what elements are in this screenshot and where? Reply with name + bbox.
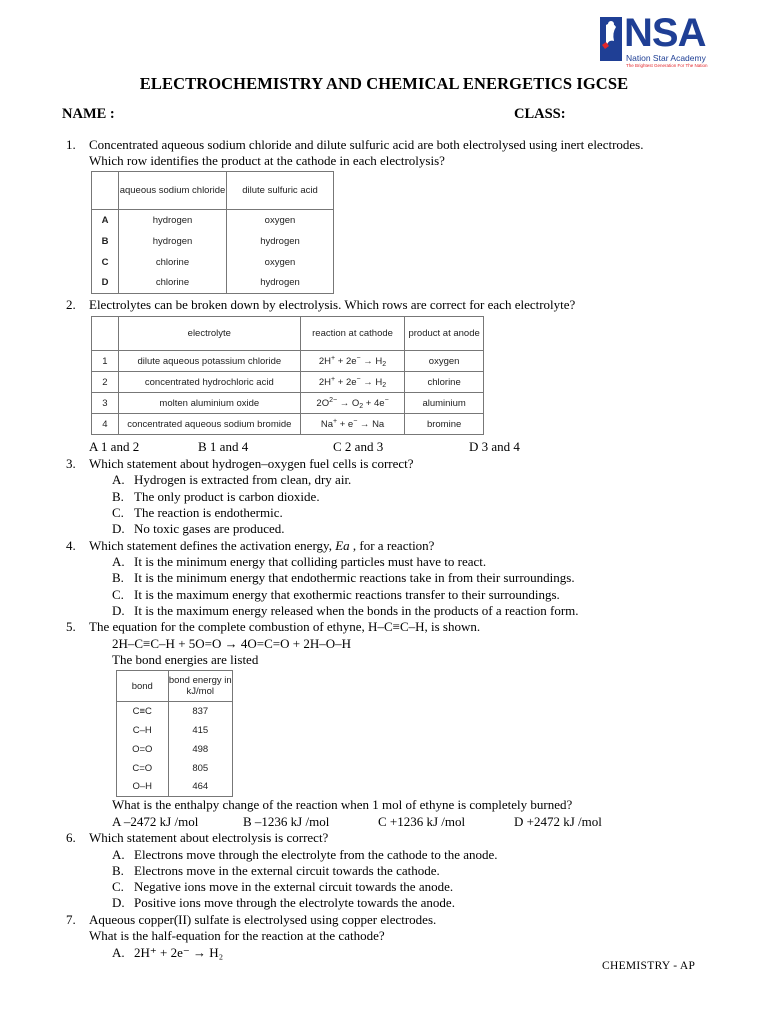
table-row: [117, 778, 233, 797]
question-text: What is the enthalpy change of the reaction when 1 mol of ethyne is completely burned?: [112, 797, 573, 812]
option-letter: D.: [112, 603, 125, 618]
table-cell: 837: [168, 702, 232, 721]
question-text: The equation for the complete combustion of ethyne, H–C≡C–H, is shown.: [89, 619, 481, 634]
table-row: [117, 721, 233, 740]
logo-tagline: The Brightest Generation For The Nation: [626, 63, 708, 68]
option-c: It is the maximum energy that exothermic reactions transfer to their surroundings.: [134, 587, 560, 602]
table-cell: A: [92, 210, 119, 231]
nsa-logo: [598, 11, 728, 71]
question-text: Which row identifies the product at the cathode in each electrolysis?: [89, 153, 445, 168]
question-text: Concentrated aqueous sodium chloride and dilute sulfuric acid are both electrolysed using inert electrodes.: [89, 137, 644, 152]
table-row: [92, 393, 484, 414]
table-cell: 415: [168, 721, 232, 740]
option-letter: B.: [112, 863, 124, 878]
table-row: [92, 210, 334, 231]
question-text: What is the half-equation for the reaction at the cathode?: [89, 928, 385, 943]
question-text-part: Which statement defines the activation energy,: [89, 538, 332, 553]
answer-table: [91, 171, 334, 294]
table-cell: dilute aqueous potassium chloride: [118, 351, 300, 372]
question-text: [89, 538, 434, 554]
name-label: NAME :: [62, 106, 115, 122]
option-letter: D.: [112, 521, 125, 536]
table-cell: chlorine: [119, 252, 227, 273]
table-cell: B: [92, 231, 119, 252]
option-b: It is the minimum energy that endothermic reactions take in from their surroundings.: [134, 570, 575, 585]
table-cell: 2: [92, 372, 119, 393]
option-letter: A.: [112, 554, 125, 569]
table-cell: chlorine: [119, 273, 227, 294]
option-letter: A.: [112, 472, 125, 487]
option-d: No toxic gases are produced.: [134, 521, 285, 536]
table-row: [92, 273, 334, 294]
table-header: aqueous sodium chloride: [119, 172, 227, 210]
option-c: The reaction is endothermic.: [134, 505, 283, 520]
option-b: Electrons move in the external circuit towards the cathode.: [134, 863, 440, 878]
question-text: Which statement about electrolysis is correct?: [89, 830, 329, 845]
table-cell: hydrogen: [119, 210, 227, 231]
option-a: Electrons move through the electrolyte from the cathode to the anode.: [134, 847, 498, 862]
table-row: [117, 759, 233, 778]
table-cell: oxygen: [227, 252, 334, 273]
option-c: C +1236 kJ /mol: [378, 814, 466, 829]
table-cell: C≡C: [117, 702, 169, 721]
option-letter: A.: [112, 945, 125, 960]
page-title: ELECTROCHEMISTRY AND CHEMICAL ENERGETICS IGCSE: [139, 74, 629, 93]
question-text: Which statement about hydrogen–oxygen fuel cells is correct?: [89, 456, 414, 471]
option-b: B –1236 kJ /mol: [243, 814, 330, 829]
option-letter: B.: [112, 570, 124, 585]
table-row: [117, 702, 233, 721]
option-d: Positive ions move through the electrolyte towards the anode.: [134, 895, 455, 910]
table-cell: 805: [168, 759, 232, 778]
question-text-part: , for a reaction?: [352, 538, 435, 553]
table-cell: D: [92, 273, 119, 294]
equation-cell: $2H^+ + 2e^- \to H_2$: [300, 372, 404, 393]
question-number: 1.: [66, 137, 76, 152]
option-a: A 1 and 2: [89, 439, 140, 454]
table-cell: C=O: [117, 759, 169, 778]
table-row: [92, 351, 484, 372]
table-cell: O=O: [117, 740, 169, 759]
table-cell: chlorine: [405, 372, 484, 393]
table-header: bond: [117, 671, 169, 702]
table-cell: oxygen: [227, 210, 334, 231]
table-row: [92, 252, 334, 273]
option-letter: A.: [112, 847, 125, 862]
table-row: [92, 231, 334, 252]
option-b: The only product is carbon dioxide.: [134, 489, 320, 504]
logo-name: Nation Star Academy: [626, 53, 706, 63]
table-row: [117, 740, 233, 759]
option-d: D +2472 kJ /mol: [514, 814, 602, 829]
option-letter: D.: [112, 895, 125, 910]
table-cell: molten aluminium oxide: [118, 393, 300, 414]
equation-cell: Na+ + e− → Na: [300, 414, 404, 435]
table-header-blank: [92, 172, 119, 210]
table-cell: 1: [92, 351, 119, 372]
table-cell: C–H: [117, 721, 169, 740]
table-row: [92, 414, 484, 435]
table-header: dilute sulfuric acid: [227, 172, 334, 210]
table-cell: O–H: [117, 778, 169, 797]
question-number: 3.: [66, 456, 76, 471]
option-letter: B.: [112, 489, 124, 504]
question-number: 5.: [66, 619, 76, 634]
table-header-blank: [92, 317, 119, 351]
question-text: Aqueous copper(II) sulfate is electrolysed using copper electrodes.: [89, 912, 437, 927]
table-cell: 3: [92, 393, 119, 414]
option-letter: C.: [112, 587, 124, 602]
answer-table: [91, 316, 484, 435]
logo-letters: NSA: [624, 11, 706, 55]
question-number: 2.: [66, 297, 76, 312]
option-d: D 3 and 4: [469, 439, 520, 454]
question-number: 7.: [66, 912, 76, 927]
bond-energy-table: [116, 670, 233, 797]
table-cell: hydrogen: [227, 273, 334, 294]
table-cell: oxygen: [405, 351, 484, 372]
question-text: The bond energies are listed: [112, 652, 259, 667]
option-a: A –2472 kJ /mol: [112, 814, 199, 829]
table-cell: concentrated hydrochloric acid: [118, 372, 300, 393]
table-cell: hydrogen: [227, 231, 334, 252]
activation-energy-symbol: Ea: [335, 538, 350, 553]
table-cell: 4: [92, 414, 119, 435]
table-cell: aluminium: [405, 393, 484, 414]
footer-label: CHEMISTRY - AP: [602, 960, 696, 972]
option-c: C 2 and 3: [333, 439, 384, 454]
table-cell: C: [92, 252, 119, 273]
option-d: It is the maximum energy released when the bonds in the products of a reaction form.: [134, 603, 579, 618]
table-header: electrolyte: [118, 317, 300, 351]
option-letter: C.: [112, 879, 124, 894]
table-header: bond energy in kJ/mol: [168, 671, 232, 702]
table-row: [92, 372, 484, 393]
option-a: It is the minimum energy that colliding particles must have to react.: [134, 554, 487, 569]
table-cell: concentrated aqueous sodium bromide: [118, 414, 300, 435]
option-a: 2H⁺ + 2e⁻ → H₂: [134, 945, 224, 960]
option-a: Hydrogen is extracted from clean, dry air.: [134, 472, 352, 487]
table-cell: 464: [168, 778, 232, 797]
table-header: reaction at cathode: [300, 317, 404, 351]
option-c: Negative ions move in the external circuit towards the anode.: [134, 879, 454, 894]
combustion-equation: 2H–C≡C–H + 5O=O → 4O=C=O + 2H–O–H: [112, 636, 351, 651]
class-label: CLASS:: [514, 106, 566, 122]
option-b: B 1 and 4: [198, 439, 249, 454]
table-cell: hydrogen: [119, 231, 227, 252]
table-header: product at anode: [405, 317, 484, 351]
question-text: Electrolytes can be broken down by electrolysis. Which rows are correct for each electrolyte?: [89, 297, 576, 312]
question-number: 4.: [66, 538, 76, 553]
table-cell: 498: [168, 740, 232, 759]
table-cell: bromine: [405, 414, 484, 435]
option-letter: C.: [112, 505, 124, 520]
equation-cell: $2O^{2-} \to O_2 + 4e^-$: [300, 393, 404, 414]
equation-cell: $2H^+ + 2e^- \to H_2$: [300, 351, 404, 372]
question-number: 6.: [66, 830, 76, 845]
